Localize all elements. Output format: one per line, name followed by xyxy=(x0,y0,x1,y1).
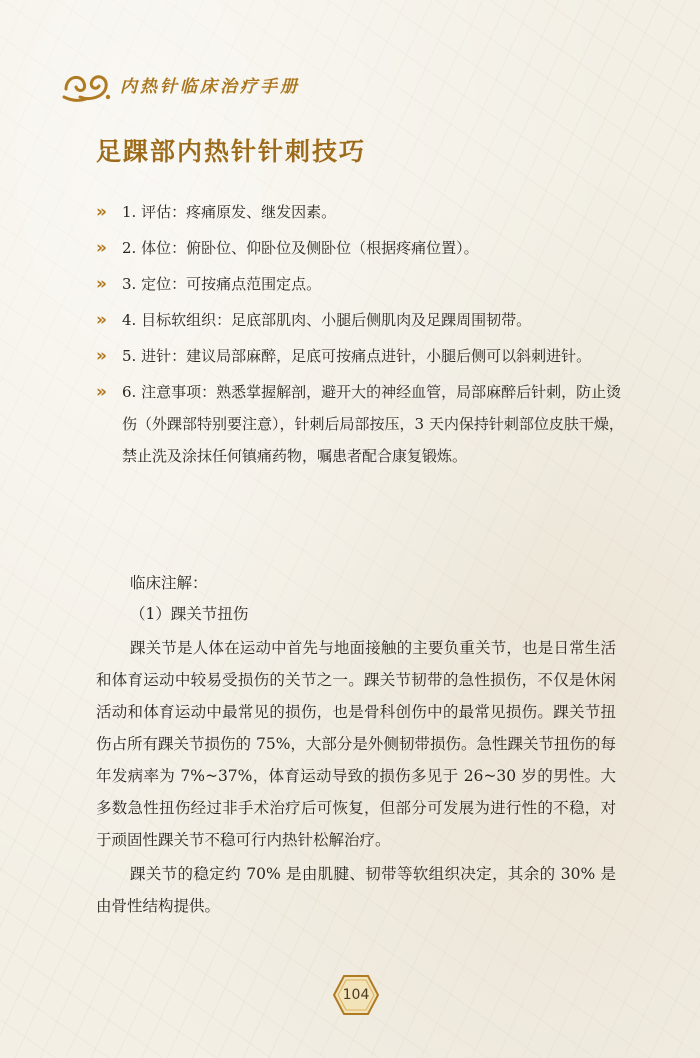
list-item xyxy=(96,232,636,264)
list-item xyxy=(96,196,636,228)
notes-label: 临床注解： xyxy=(130,574,208,592)
double-chevron-icon: » xyxy=(96,238,105,258)
step-text: 3. 定位：可按痛点范围定点。 xyxy=(122,275,322,293)
step-text: 2. 体位：俯卧位、仰卧位及侧卧位（根据疼痛位置）。 xyxy=(122,239,479,257)
double-chevron-icon: » xyxy=(96,274,105,294)
step-text: 4. 目标软组织：足底部肌肉、小腿后侧肌肉及足踝周围韧带。 xyxy=(122,311,532,329)
step-text: 1. 评估：疼痛原发、继发因素。 xyxy=(122,203,337,221)
double-chevron-icon: » xyxy=(96,382,105,402)
double-chevron-icon: » xyxy=(96,310,105,330)
cloud-ornament-icon xyxy=(60,63,116,105)
book-title: 内热针临床治疗手册 xyxy=(120,76,300,97)
step-text: 6. 注意事项：熟悉掌握解剖，避开大的神经血管，局部麻醉后针刺，防止烫伤（外踝部特别要注意），针刺后局部按压，3 天内保持针刺部位皮肤干燥，禁止洗及涂抹任何镇痛药物，嘱患者配合康复锻炼。 xyxy=(122,383,624,465)
step-text: 5. 进针：建议局部麻醉，足底可按痛点进针，小腿后侧可以斜刺进针。 xyxy=(122,347,592,365)
page-number-badge xyxy=(333,974,379,1016)
list-item xyxy=(96,340,636,372)
body-paragraph: 踝关节的稳定约 70% 是由肌腱、韧带等软组织决定，其余的 30% 是由骨性结构提供。 xyxy=(96,865,616,915)
notes-subheading: （1）踝关节扭伤 xyxy=(130,605,249,623)
section-title: 足踝部内热针针刺技巧 xyxy=(96,137,367,166)
list-item xyxy=(96,304,636,336)
page-number: 104 xyxy=(342,987,370,1003)
double-chevron-icon: » xyxy=(96,346,105,366)
technique-steps xyxy=(96,196,636,476)
list-item xyxy=(96,268,636,300)
double-chevron-icon: » xyxy=(96,202,105,222)
page-header xyxy=(60,62,300,106)
clinical-notes xyxy=(96,568,616,922)
body-paragraph: 踝关节是人体在运动中首先与地面接触的主要负重关节，也是日常生活和体育运动中较易受损伤的关节之一。踝关节韧带的急性损伤，不仅是休闲活动和体育运动中最常见的损伤，也是骨科创伤中的最常见损伤。踝关节扭伤占所有踝关节损伤的 75%，大部分是外侧韧带损伤。急性踝关节扭伤的每年发病率为 7%~37%，体育运动导致的损伤多见于 26~30 岁的男性。大多数急性扭伤经过非手术治疗后可恢复，但部分可发展为进行性的不稳，对于顽固性踝关节不稳可行内热针松解治疗。 xyxy=(96,639,616,849)
list-item xyxy=(96,376,636,472)
